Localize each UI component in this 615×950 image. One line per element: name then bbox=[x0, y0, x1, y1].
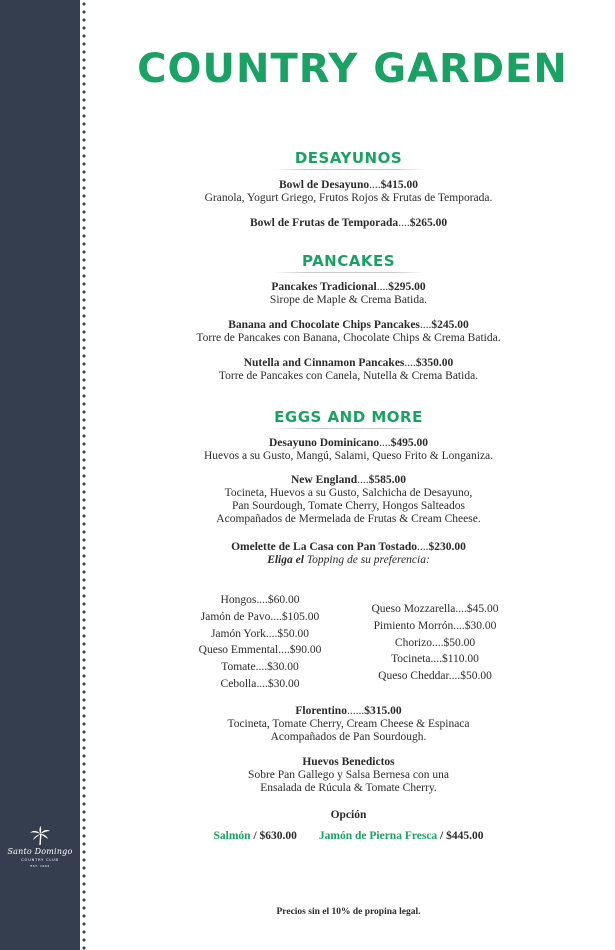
item-price: $350.00 bbox=[415, 357, 454, 369]
topping-item: Jamón de Pavo....$105.00 bbox=[200, 610, 320, 623]
item-price: $230.00 bbox=[428, 541, 466, 553]
footer-note: Precios sin el 10% de propina legal. bbox=[276, 907, 421, 917]
section-desayunos bbox=[96, 148, 601, 230]
menu-item bbox=[96, 541, 601, 554]
topping-item: Cebolla....$30.00 bbox=[220, 677, 300, 690]
item-dots: .... bbox=[357, 474, 369, 486]
item-description: Torre de Pancakes con Banana, Chocolate Chips & Crema Batida. bbox=[196, 332, 501, 344]
item-dots: .... bbox=[379, 437, 391, 449]
item-description-line: Ensalada de Rúcula & Tomate Cherry. bbox=[260, 782, 437, 794]
logo-subtitle: COUNTRY CLUB bbox=[21, 858, 59, 862]
option-choices bbox=[96, 830, 601, 843]
menu-item bbox=[96, 437, 601, 450]
item-description-line: Tocineta, Tomate Cherry, Cream Cheese & Espinaca bbox=[227, 718, 470, 730]
menu-item bbox=[96, 756, 601, 769]
topping-item: Pimiento Morrón....$30.00 bbox=[373, 619, 497, 632]
menu-item bbox=[96, 705, 601, 718]
restaurant-title: COUNTRY GARDEN bbox=[137, 46, 568, 92]
item-description-line: Acompañados de Mermelada de Frutas & Cream Cheese. bbox=[216, 513, 481, 525]
item-name: Pancakes Tradicional bbox=[271, 281, 377, 293]
toppings-right-column bbox=[350, 601, 520, 685]
item-name: Nutella and Cinnamon Pancakes bbox=[243, 357, 405, 369]
section-eggs-and-more bbox=[96, 407, 601, 567]
item-name: Huevos Benedictos bbox=[302, 756, 395, 768]
item-dots: .... bbox=[376, 281, 389, 293]
menu-item bbox=[96, 281, 601, 294]
logo-established: EST. 1964 bbox=[30, 864, 50, 868]
item-price: $245.00 bbox=[431, 319, 469, 331]
item-name: Florentino bbox=[295, 705, 347, 717]
topping-item: Queso Cheddar....$50.00 bbox=[378, 670, 492, 683]
item-price: $495.00 bbox=[390, 437, 429, 449]
item-price: $585.00 bbox=[368, 474, 407, 486]
menu-item bbox=[96, 357, 601, 370]
sidebar-band bbox=[0, 0, 80, 950]
item-price: $415.00 bbox=[380, 179, 418, 191]
menu-item bbox=[96, 319, 601, 332]
club-logo bbox=[6, 826, 74, 868]
option-b-price: / $445.00 bbox=[437, 830, 484, 842]
item-dots: ...... bbox=[346, 705, 365, 717]
item-description: Huevos a su Gusto, Mangú, Salami, Queso Frito & Longaniza. bbox=[203, 450, 494, 462]
item-description: Sirope de Maple & Crema Batida. bbox=[269, 294, 428, 306]
option-title: Opción bbox=[330, 809, 367, 821]
item-name: New England bbox=[290, 474, 358, 486]
topping-item: Hongos....$60.00 bbox=[220, 594, 300, 606]
item-dots: .... bbox=[398, 217, 410, 229]
item-dots: .... bbox=[404, 357, 416, 369]
item-name: Bowl de Desayuno bbox=[279, 179, 370, 191]
item-price: $265.00 bbox=[409, 217, 448, 229]
section-divider bbox=[274, 428, 424, 429]
menu-item bbox=[96, 179, 601, 192]
topping-item: Tomate....$30.00 bbox=[221, 661, 299, 674]
logo-script-text: Santo Domingo bbox=[7, 847, 73, 856]
menu-item bbox=[96, 474, 601, 487]
item-description: Torre de Pancakes con Canela, Nutella & Crema Batida. bbox=[218, 370, 479, 382]
topping-item: Queso Mozzarella....$45.00 bbox=[371, 603, 499, 615]
item-description-line: Acompañados de Pan Sourdough. bbox=[270, 731, 427, 743]
item-price: $315.00 bbox=[364, 705, 402, 717]
section-eggs-continued bbox=[96, 705, 601, 843]
section-divider bbox=[274, 272, 424, 273]
item-name: Omelette de La Casa con Pan Tostado bbox=[231, 541, 418, 553]
option-b-name: Jamón de Pierna Fresca bbox=[318, 830, 438, 842]
item-name: Banana and Chocolate Chips Pancakes bbox=[228, 319, 420, 331]
topping-item: Chorizo....$50.00 bbox=[394, 636, 476, 649]
section-title: PANCAKES bbox=[301, 252, 396, 270]
topping-item: Tocineta....$110.00 bbox=[391, 653, 479, 666]
item-description-line: Pan Sourdough, Tomate Cherry, Hongos Salteados bbox=[231, 500, 465, 512]
section-pancakes bbox=[96, 251, 601, 383]
topping-item: Jamón York....$50.00 bbox=[210, 627, 310, 640]
item-description-line: Sobre Pan Gallego y Salsa Bernesa con una bbox=[248, 769, 449, 781]
item-description: Granola, Yogurt Griego, Frutos Rojos & Frutas de Temporada. bbox=[204, 192, 493, 204]
item-dots: .... bbox=[369, 179, 381, 191]
topping-instruction-bold: Eliga el bbox=[267, 554, 304, 566]
toppings-left-column bbox=[180, 592, 340, 693]
item-name: Bowl de Frutas de Temporada bbox=[249, 217, 399, 229]
section-divider bbox=[274, 169, 424, 170]
dotted-border bbox=[80, 0, 88, 950]
section-title: EGGS AND MORE bbox=[274, 408, 423, 426]
item-dots: .... bbox=[419, 319, 432, 331]
option-a-price: / $630.00 bbox=[250, 830, 297, 842]
item-dots: .... bbox=[417, 541, 429, 553]
topping-item: Queso Emmental....$90.00 bbox=[198, 644, 322, 657]
topping-instruction bbox=[96, 554, 601, 567]
item-description-line: Tocineta, Huevos a su Gusto, Salchicha de Desayuno, bbox=[224, 487, 473, 499]
palm-tree-icon bbox=[29, 826, 51, 846]
topping-instruction-rest: Topping de su preferencia: bbox=[303, 554, 430, 566]
option-a-name: Salmón bbox=[213, 830, 251, 842]
item-name: Desayuno Dominicano bbox=[268, 437, 380, 449]
menu-item bbox=[96, 217, 601, 230]
item-price: $295.00 bbox=[388, 281, 426, 293]
section-title: DESAYUNOS bbox=[294, 149, 403, 167]
